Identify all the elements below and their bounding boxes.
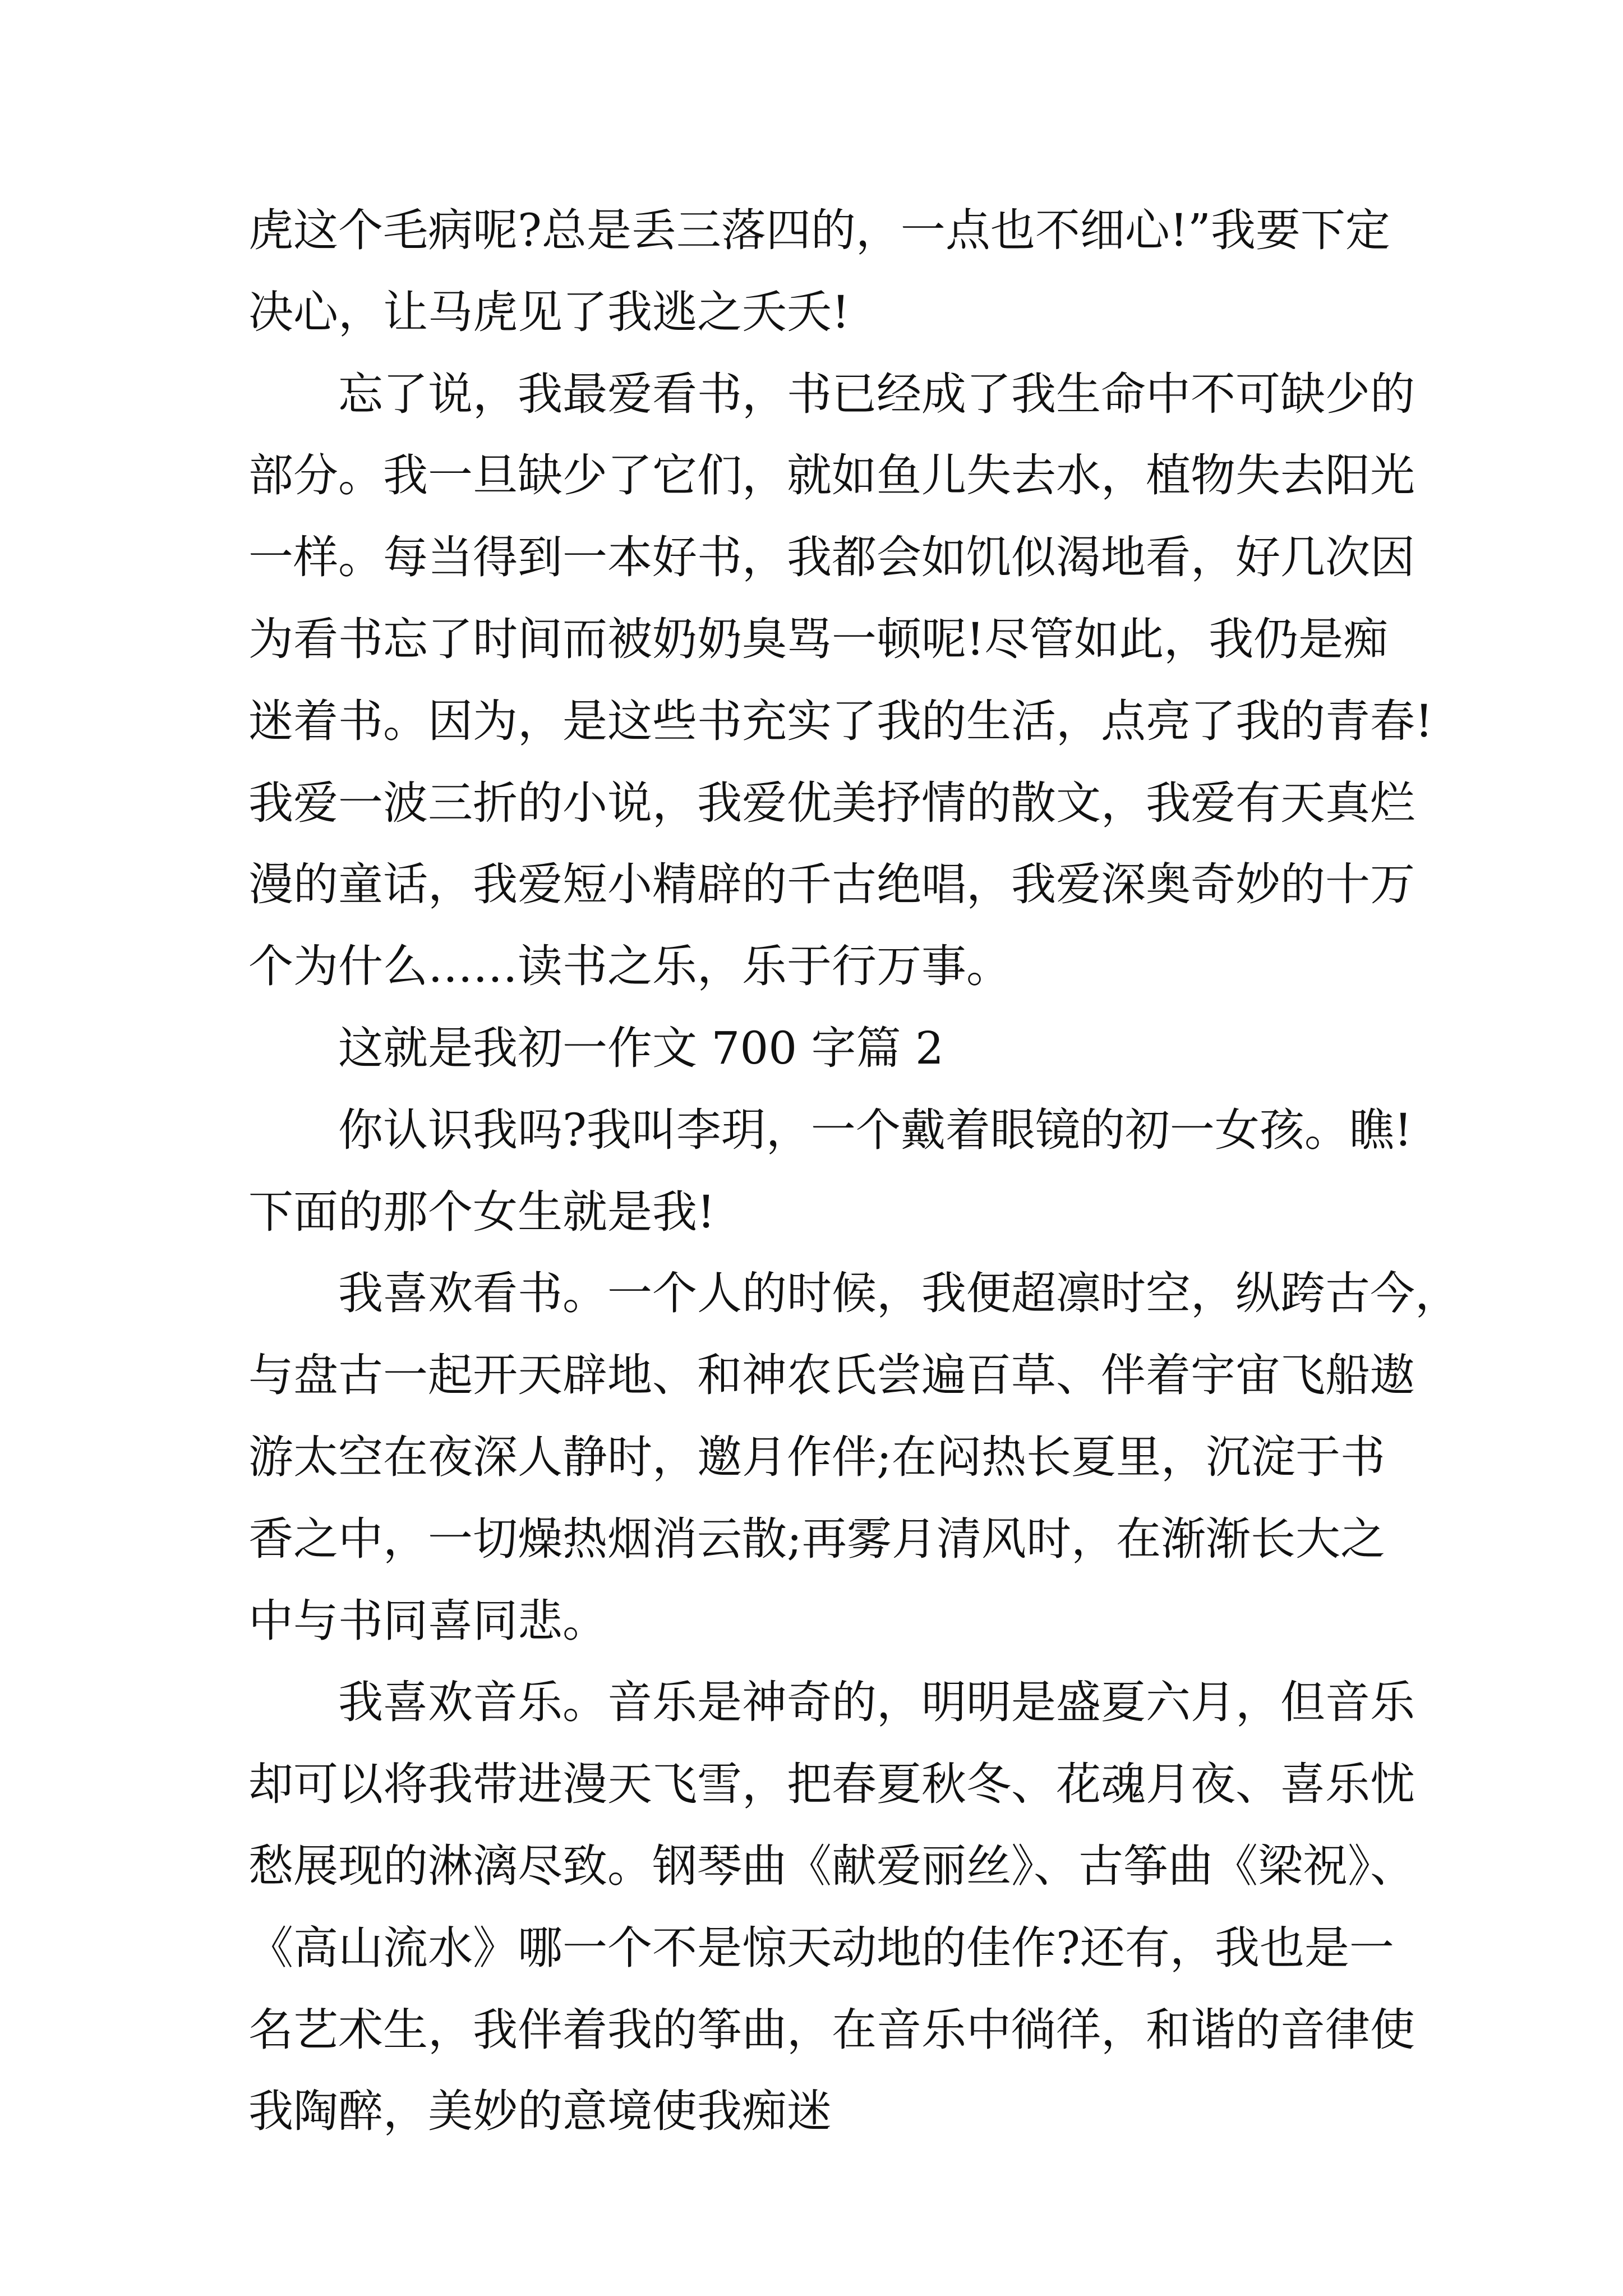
text-line: 中与书同喜同悲。 — [248, 1594, 607, 1647]
text-line: 我陶醉，美妙的意境使我痴迷 — [248, 2085, 832, 2138]
text-line: 愁展现的淋漓尽致。钢琴曲《献爱丽丝》、古筝曲《梁祝》、 — [248, 1839, 1415, 1892]
text-line: 下面的那个女生就是我! — [248, 1185, 716, 1238]
text-line: 你认识我吗?我叫李玥，一个戴着眼镜的初一女孩。瞧! — [338, 1103, 1413, 1156]
section-heading: 这就是我初一作文 700 字篇 2 — [338, 1022, 944, 1074]
text-line: 《高山流水》哪一个不是惊天动地的佳作?还有，我也是一 — [248, 1921, 1394, 1974]
text-line: 游太空在夜深人静时，邀月作伴;在闷热长夏里，沉淀于书 — [248, 1430, 1385, 1483]
text-line: 虎这个毛病呢?总是丢三落四的，一点也不细心!”我要下定 — [248, 204, 1390, 256]
text-line: 我爱一波三折的小说，我爱优美抒情的散文，我爱有天真烂 — [248, 776, 1415, 829]
text-line: 部分。我一旦缺少了它们，就如鱼儿失去水，植物失去阳光 — [248, 449, 1415, 502]
text-line: 迷着书。因为，是这些书充实了我的生活，点亮了我的青春! — [248, 694, 1433, 747]
text-line: 与盘古一起开天辟地、和神农氏尝遍百草、伴着宇宙飞船遨 — [248, 1349, 1415, 1402]
text-line: 却可以将我带进漫天飞雪，把春夏秋冬、花魂月夜、喜乐忧 — [248, 1758, 1415, 1811]
text-line: 为看书忘了时间而被奶奶臭骂一顿呢!尽管如此，我仍是痴 — [248, 613, 1389, 665]
text-line: 忘了说，我最爱看书，书已经成了我生命中不可缺少的 — [338, 367, 1415, 420]
text-line: 我喜欢看书。一个人的时候，我便超凛时空，纵跨古今， — [338, 1267, 1460, 1320]
text-line: 一样。每当得到一本好书，我都会如饥似渴地看，好几次因 — [248, 531, 1415, 584]
text-line: 个为什么……读书之乐，乐于行万事。 — [248, 940, 1011, 993]
text-line: 名艺术生，我伴着我的筝曲，在音乐中徜徉，和谐的音律使 — [248, 2003, 1415, 2056]
text-line: 香之中，一切燥热烟消云散;再雾月清风时，在渐渐长大之 — [248, 1512, 1385, 1565]
text-line: 决心，让马虎见了我逃之夭夭! — [248, 286, 850, 338]
text-line: 我喜欢音乐。音乐是神奇的，明明是盛夏六月，但音乐 — [338, 1676, 1415, 1729]
text-line: 漫的童话，我爱短小精辟的千古绝唱，我爱深奥奇妙的十万 — [248, 858, 1415, 911]
essay-text — [248, 190, 1460, 2152]
